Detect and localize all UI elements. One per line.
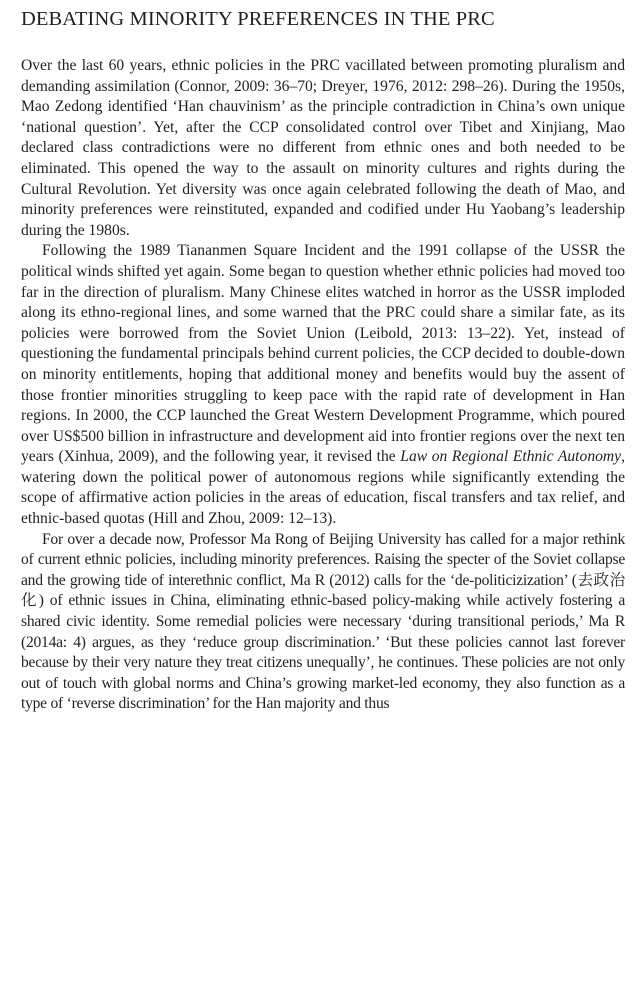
- paragraph-1: Over the last 60 years, ethnic policies in the PRC vacillated between promoting pluralism and demanding assimilation (Connor, 2009: 36–70; Dreyer, 1976, 2012: 298–26). During the 1950s, Mao Zedong identified ‘Han chauvinism’ as the principle contradiction in China’s own unique ‘national question’. Yet, after the CCP consolidated control over Tibet and Xinjiang, Mao declared class contradictions were no different from ethnic ones and both needed to be eliminated. This opened the way to the assault on minority cultures and rights during the Cultural Revolution. Yet diversity was once again celebrated following the death of Mao, and minority preferences were reinstituted, expanded and codified under Hu Yaobang’s leadership during the 1980s.: [21, 57, 625, 239]
- paragraph-3: For over a decade now, Professor Ma Rong of Beijing University has called for a major rethink of current ethnic policies, including minority preferences. Raising the specter of the Soviet collapse and the growing tide of interethnic conflict, Ma R (2012) calls for the ‘de-politicizization’ (去政治化) of ethnic issues in China, eliminating ethnic-based policy-making while actively fostering a shared civic identity. Some remedial policies were necessary ‘during transitional periods,’ Ma R (2014a: 4) argues, as they ‘reduce group discrimination.’ ‘But these policies cannot last forever because by their very nature they treat citizens unequally’, he continues. These policies are not only out of touch with global norms and China’s growing market-led economy, they also function as a type of ‘reverse discrimination’ for the Han majority and thus: [21, 530, 625, 713]
- section-heading: DEBATING MINORITY PREFERENCES IN THE PRC: [21, 8, 495, 30]
- page: [21, 6, 625, 715]
- paragraph-2-text-start: Following the 1989 Tiananmen Square Incident and the 1991 collapse of the USSR the political winds shifted yet again. Some began to question whether ethnic policies had moved too far in the direction of pluralism. Many Chinese elites watched in horror as the USSR imploded along its ethno-regional lines, and some warned that the PRC could share a similar fate, as its policies were borrowed from the Soviet Union (Leibold, 2013: 13–22). Yet, instead of questioning the fundamental principals behind current policies, the CCP decided to double-down on minority entitlements, hoping that additional money and benefits would buy the assent of those frontier minorities struggling to keep pace with the rapid rate of development in Han regions. In 2000, the CCP launched the Great Western Development Programme, which poured over US$500 billion in infrastructure and development aid into frontier regions over the next ten years (Xinhua, 2009), and the following year, it revised the: [21, 242, 625, 466]
- law-title-italic: Law on Regional Ethnic Autonomy: [400, 448, 622, 466]
- paragraph-2: [21, 241, 625, 529]
- paragraph-2-text-end: , watering down the political power of autonomous regions while significantly extending the scope of affirmative action policies in the areas of education, fiscal transfers and tax relief, and ethnic-based quotas (Hill and Zhou, 2009: 12–13).: [21, 448, 625, 528]
